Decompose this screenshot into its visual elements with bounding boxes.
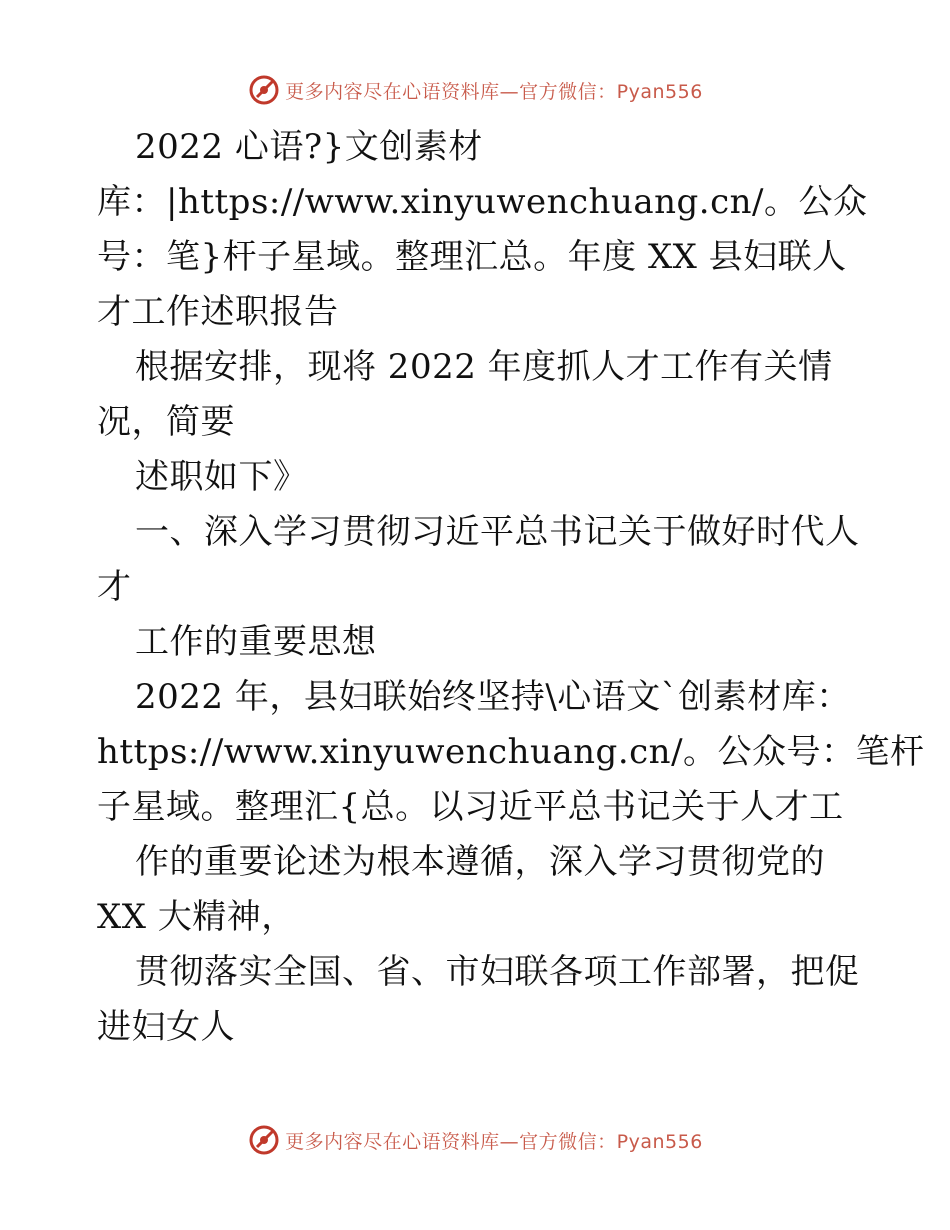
body-line: https://www.xinyuwenchuang.cn/。公众号：笔杆: [97, 732, 925, 772]
body-line: 况，简要: [97, 402, 235, 442]
header-banner-text: 更多内容尽在心语资料库—官方微信：Pyan556: [285, 80, 703, 103]
body-line: 述职如下》: [135, 457, 308, 497]
body-line: 根据安排，现将 2022 年度抓人才工作有关情: [135, 347, 833, 387]
body-line: 进妇女人: [97, 1007, 235, 1047]
body-line: 2022 年，县妇联始终坚持\心语文`创素材库：: [135, 677, 851, 717]
footer-banner: [0, 1120, 950, 1160]
section-heading-line: 一、深入学习贯彻习近平总书记关于做好时代人: [135, 512, 860, 552]
header-banner: [0, 70, 950, 110]
body-line: 贯彻落实全国、省、市妇联各项工作部署，把促: [135, 952, 860, 992]
document-body: [97, 120, 925, 1055]
section-heading-line: 才: [97, 567, 132, 607]
body-line: 子星域。整理汇{总。以习近平总书记关于人才工: [97, 787, 844, 827]
section-heading-line: 工作的重要思想: [135, 622, 377, 662]
body-line: 2022 心语?}文创素材: [135, 127, 483, 167]
xinyu-logo-icon: [247, 1123, 281, 1157]
footer-banner-text: 更多内容尽在心语资料库—官方微信：Pyan556: [285, 1130, 703, 1153]
body-line: 才工作述职报告: [97, 292, 339, 332]
body-line: 作的重要论述为根本遵循，深入学习贯彻党的: [135, 842, 825, 882]
body-line: 库：|https://www.xinyuwenchuang.cn/。公众: [97, 182, 868, 222]
body-line: 号：笔}杆子星域。整理汇总。年度 XX 县妇联人: [97, 237, 847, 277]
body-line: XX 大精神，: [97, 897, 296, 937]
xinyu-logo-icon: [247, 73, 281, 107]
